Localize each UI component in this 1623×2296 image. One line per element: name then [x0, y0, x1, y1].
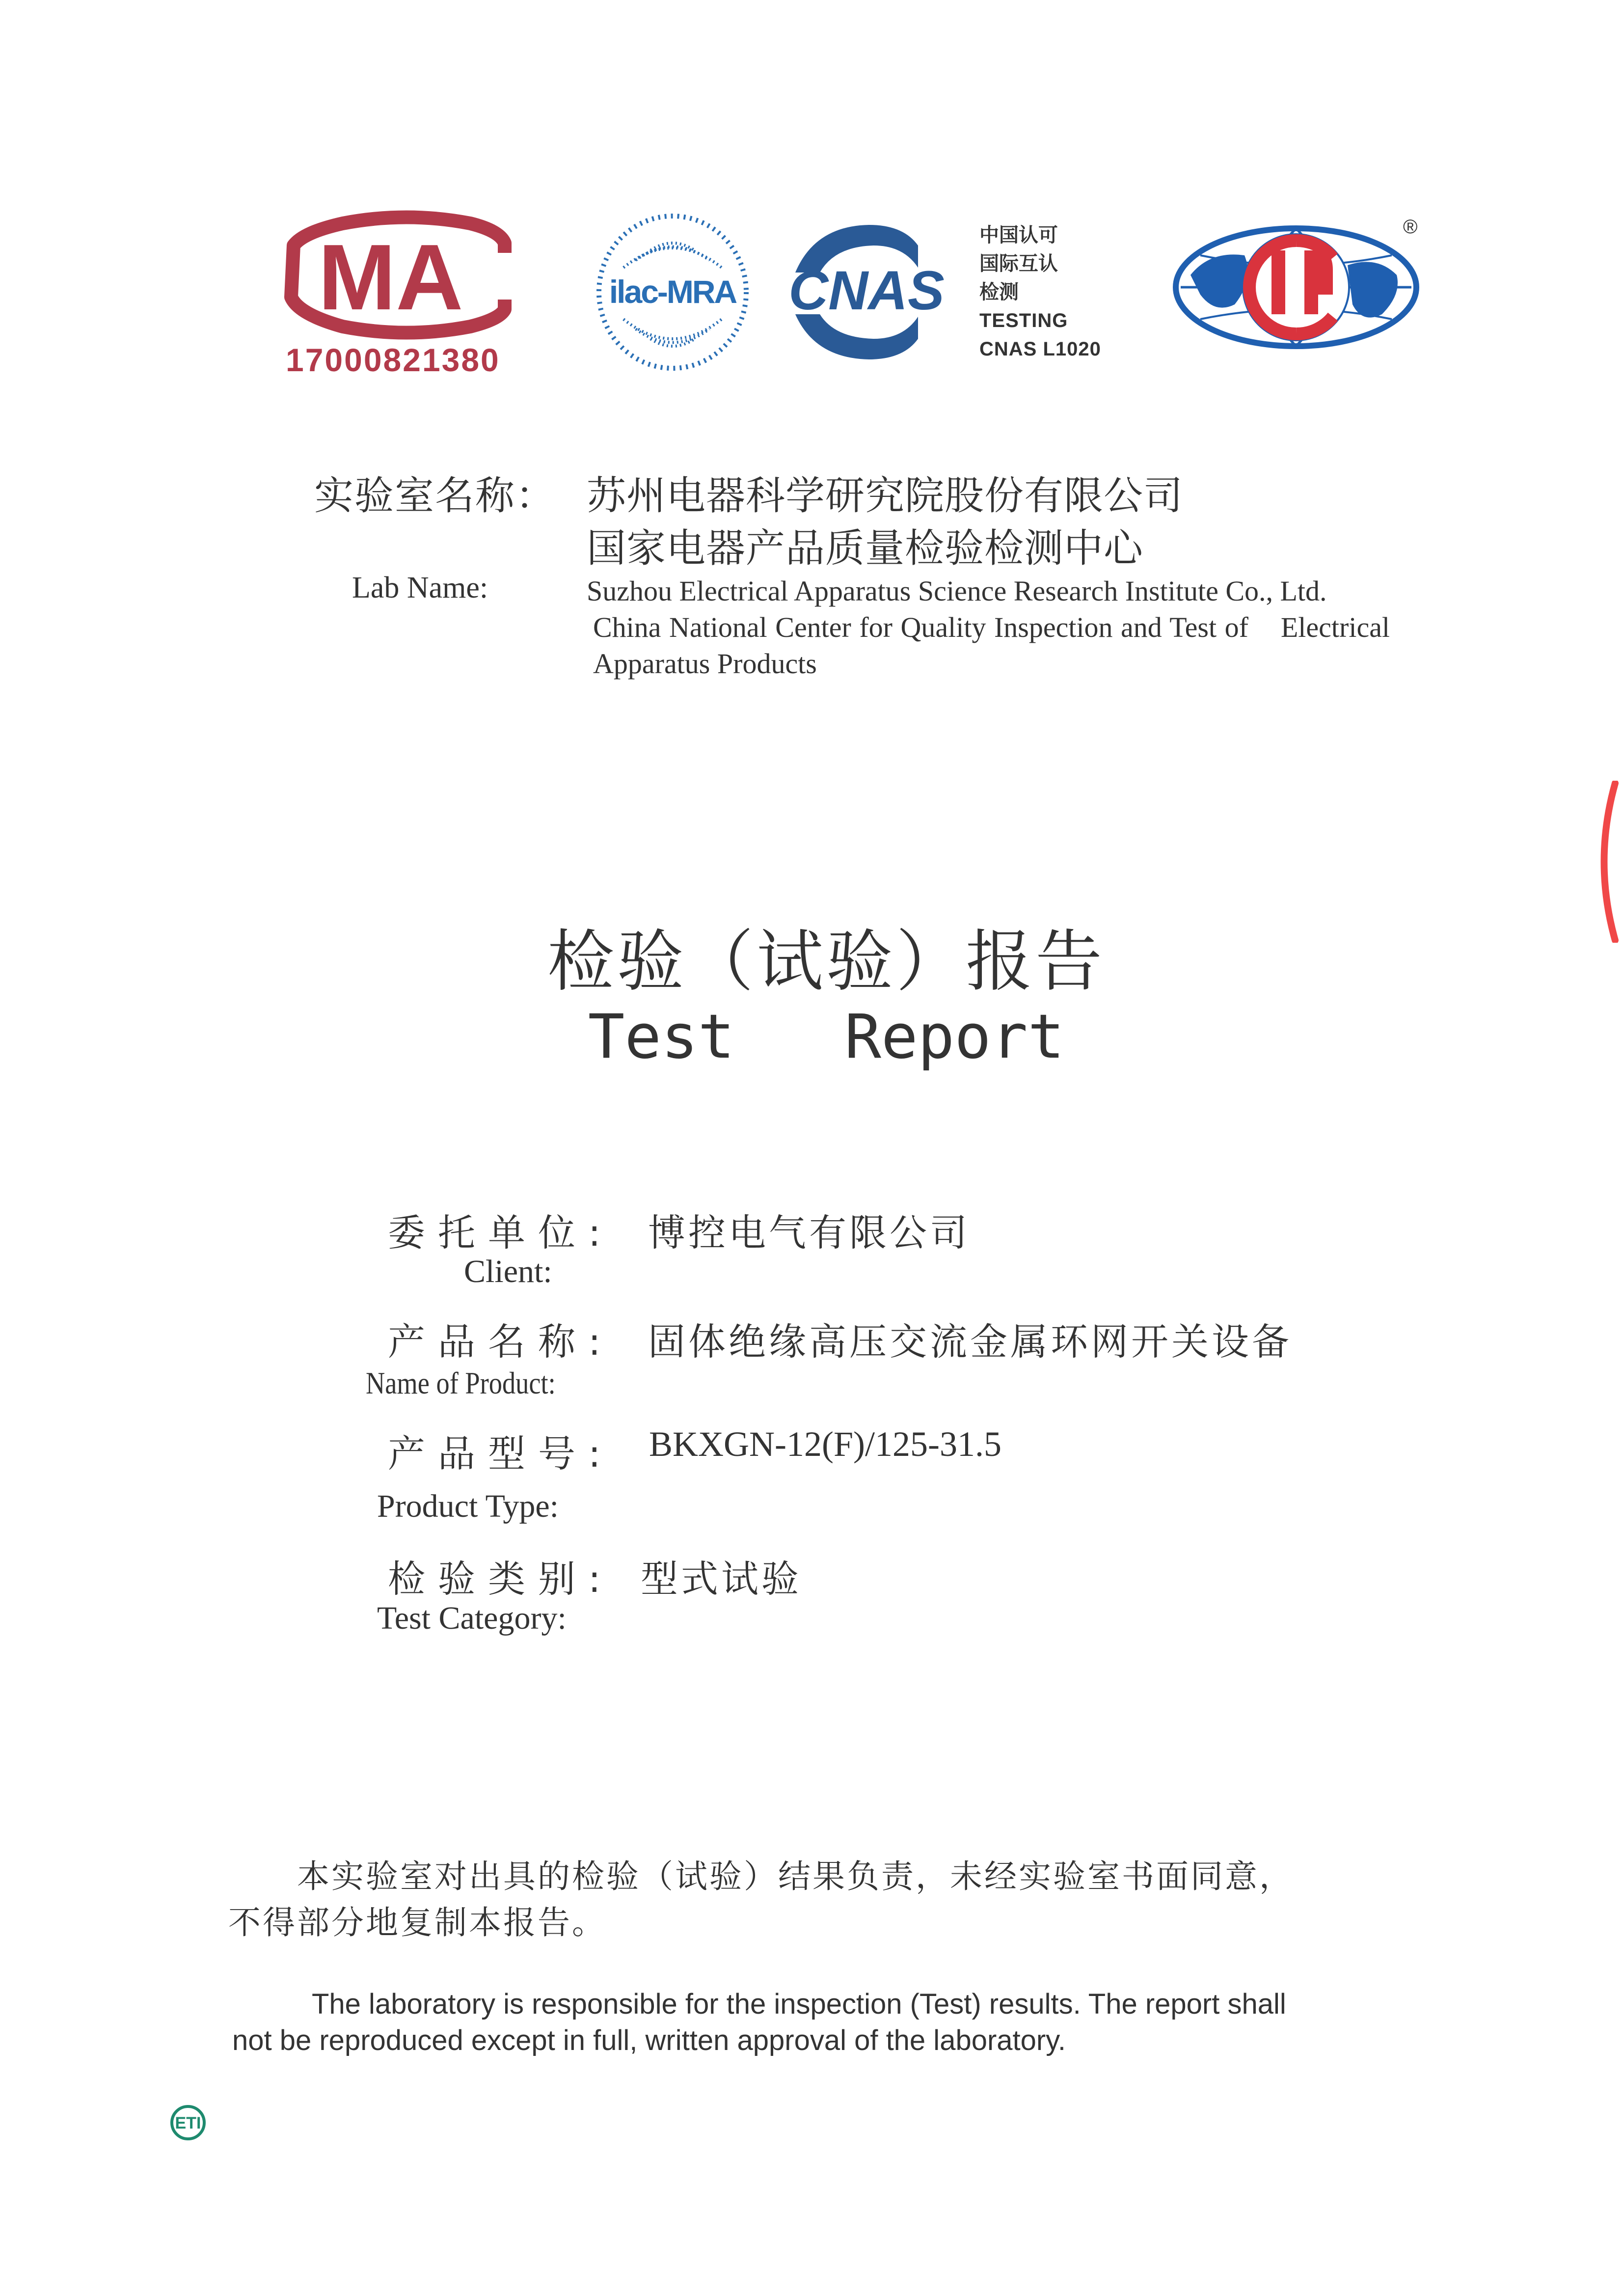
cma-emblem-icon — [284, 209, 529, 346]
client-value: 博控电气有限公司 — [648, 1211, 970, 1255]
lab-name-en-line: Apparatus Products — [593, 648, 817, 680]
disclaimer-en-line: The laboratory is responsible for the inspection (Test) results. The report shall — [312, 1988, 1286, 2020]
product-name-value: 固体绝缘高压交流金属环网开关设备 — [648, 1320, 1292, 1364]
product-type-label-cn: 产品型号: — [388, 1432, 614, 1476]
product-name-label-en: Name of Product: — [366, 1366, 556, 1400]
registered-mark: ® — [1403, 216, 1418, 238]
cnas-caption — [979, 221, 1101, 363]
cnas-emblem-icon — [776, 221, 957, 363]
cnas-caption-line: 检测 — [979, 281, 1019, 303]
disclaimer-en-line: not be reproduced except in full, written approval of the laboratory. — [232, 2024, 1066, 2056]
lab-name-en-line: Suzhou Electrical Apparatus Science Research Institute Co., Ltd. — [587, 575, 1327, 607]
test-category-label-en: Test Category: — [377, 1600, 567, 1636]
cnas-logo — [776, 221, 957, 363]
lab-name-cn-line: 苏州电器科学研究院股份有限公司 — [587, 473, 1183, 519]
lab-name-label-en: Lab Name: — [352, 571, 488, 604]
ciq-globe-emblem-icon — [1171, 221, 1426, 354]
svg-text:MA: MA — [318, 225, 463, 329]
cma-certificate-number: 17000821380 — [286, 342, 500, 378]
cnas-caption-line: TESTING — [979, 310, 1068, 331]
cnas-caption-line: 中国认可 — [979, 224, 1058, 246]
svg-text:CNAS: CNAS — [788, 260, 945, 321]
client-label-cn: 委托单位: — [388, 1211, 614, 1255]
svg-text:ilac-MRA: ilac-MRA — [609, 273, 736, 310]
eti-logo — [169, 2104, 207, 2141]
product-name-label-cn: 产品名称: — [388, 1320, 614, 1364]
seal-arc-icon — [1591, 781, 1623, 943]
ilac-mra-emblem-icon — [594, 214, 751, 371]
product-type-value: BKXGN-12(F)/125-31.5 — [649, 1424, 1001, 1464]
eti-emblem-icon — [169, 2104, 207, 2141]
test-category-value: 型式试验 — [641, 1557, 802, 1601]
disclaimer-cn-line: 不得部分地复制本报告。 — [228, 1904, 606, 1941]
test-category-label-cn: 检验类别: — [388, 1557, 614, 1601]
svg-text:ETI: ETI — [175, 2114, 201, 2132]
official-seal-fragment — [1591, 781, 1623, 943]
disclaimer-cn-line: 本实验室对出具的检验（试验）结果负责，未经实验室书面同意， — [297, 1858, 1294, 1895]
client-label-en: Client: — [464, 1254, 552, 1289]
ilac-mra-logo — [594, 214, 751, 371]
product-type-label-en: Product Type: — [377, 1488, 559, 1524]
lab-name-cn-line: 国家电器产品质量检验检测中心 — [587, 525, 1143, 571]
ciq-logo — [1171, 221, 1426, 354]
cnas-accreditation-number: CNAS L1020 — [979, 338, 1101, 360]
lab-name-label-cn: 实验室名称： — [314, 473, 556, 519]
report-title-cn: 检验（试验）报告 — [547, 923, 1105, 1001]
cnas-caption-line: 国际互认 — [979, 252, 1058, 275]
report-title-en: Test Report — [588, 1002, 1065, 1072]
lab-name-en-line: China National Center for Quality Inspection and Test of Electrical — [593, 611, 1390, 643]
